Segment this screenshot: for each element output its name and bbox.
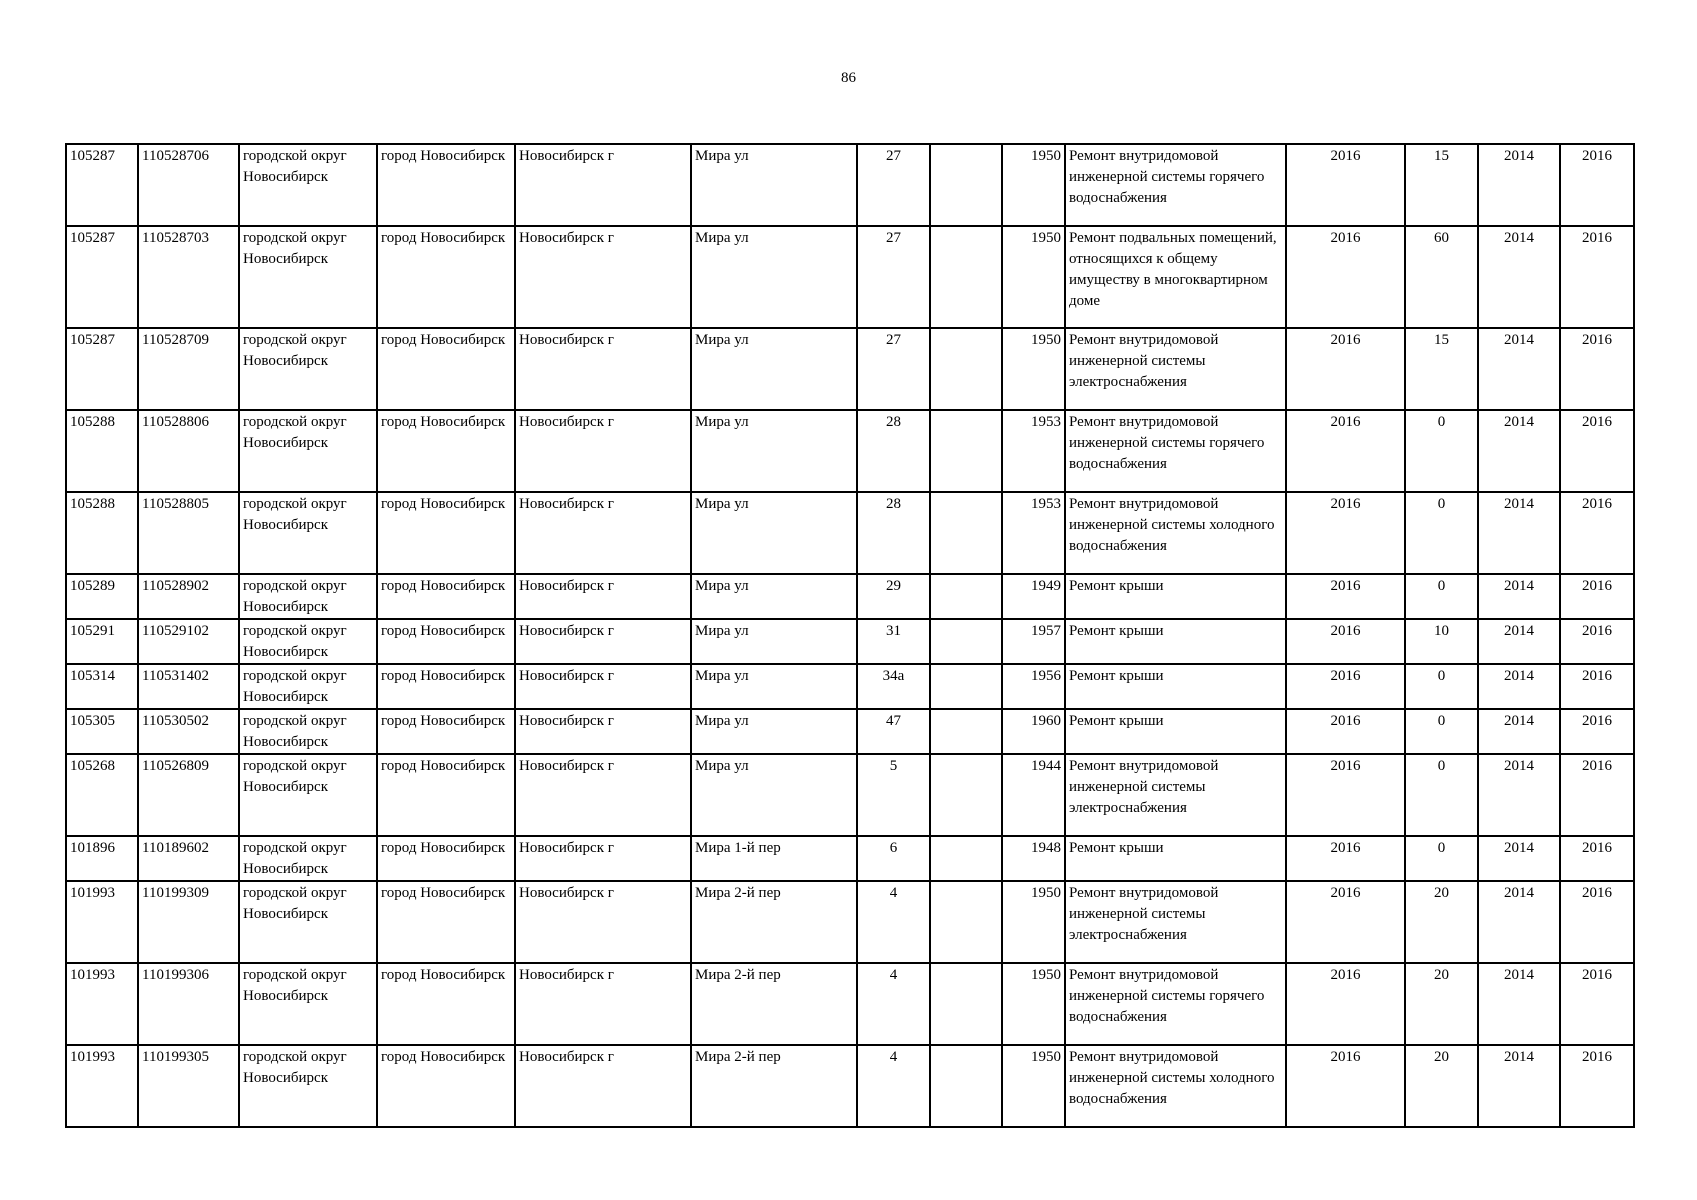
cell-city: Новосибирск г (515, 328, 691, 410)
cell-year-built: 1950 (1002, 328, 1065, 410)
cell-settlement: город Новосибирск (377, 492, 515, 574)
cell-district: городской округ Новосибирск (239, 709, 377, 754)
cell-work-type: Ремонт внутридомовой инженерной системы горячего водоснабжения (1065, 410, 1286, 492)
cell-house-id: 105287 (66, 226, 138, 328)
cell-work-code: 110531402 (138, 664, 239, 709)
cell-building (930, 574, 1002, 619)
cell-city: Новосибирск г (515, 709, 691, 754)
cell-city: Новосибирск г (515, 492, 691, 574)
table-row (66, 1045, 1634, 1127)
cell-year-to: 2016 (1560, 1045, 1634, 1127)
cell-year-from: 2014 (1478, 963, 1560, 1045)
cell-year-built: 1953 (1002, 410, 1065, 492)
cell-work-code: 110530502 (138, 709, 239, 754)
cell-work-code: 110199309 (138, 881, 239, 963)
cell-work-type: Ремонт внутридомовой инженерной системы горячего водоснабжения (1065, 144, 1286, 226)
cell-work-code: 110529102 (138, 619, 239, 664)
cell-settlement: город Новосибирск (377, 574, 515, 619)
cell-work-code: 110528805 (138, 492, 239, 574)
cell-year-to: 2016 (1560, 226, 1634, 328)
cell-work-type: Ремонт подвальных помещений, относящихся к общему имуществу в многоквартирном доме (1065, 226, 1286, 328)
cell-city: Новосибирск г (515, 574, 691, 619)
cell-percent: 0 (1405, 492, 1478, 574)
cell-house-id: 105289 (66, 574, 138, 619)
cell-street: Мира ул (691, 492, 857, 574)
cell-percent: 0 (1405, 754, 1478, 836)
cell-year-built: 1953 (1002, 492, 1065, 574)
cell-work-code: 110528806 (138, 410, 239, 492)
cell-year-to: 2016 (1560, 619, 1634, 664)
cell-percent: 60 (1405, 226, 1478, 328)
cell-district: городской округ Новосибирск (239, 963, 377, 1045)
cell-percent: 20 (1405, 881, 1478, 963)
cell-percent: 0 (1405, 836, 1478, 881)
cell-settlement: город Новосибирск (377, 754, 515, 836)
cell-district: городской округ Новосибирск (239, 754, 377, 836)
cell-year-built: 1960 (1002, 709, 1065, 754)
cell-work-type: Ремонт крыши (1065, 619, 1286, 664)
cell-percent: 20 (1405, 963, 1478, 1045)
cell-house-id: 101993 (66, 881, 138, 963)
cell-street: Мира ул (691, 709, 857, 754)
cell-settlement: город Новосибирск (377, 709, 515, 754)
cell-year-to: 2016 (1560, 664, 1634, 709)
cell-work-code: 110199306 (138, 963, 239, 1045)
cell-district: городской округ Новосибирск (239, 574, 377, 619)
cell-city: Новосибирск г (515, 226, 691, 328)
cell-district: городской округ Новосибирск (239, 492, 377, 574)
cell-building (930, 410, 1002, 492)
table-row (66, 144, 1634, 226)
cell-street: Мира ул (691, 328, 857, 410)
cell-year-built: 1956 (1002, 664, 1065, 709)
cell-city: Новосибирск г (515, 619, 691, 664)
cell-building (930, 709, 1002, 754)
cell-work-type: Ремонт внутридомовой инженерной системы электроснабжения (1065, 328, 1286, 410)
table-row (66, 836, 1634, 881)
cell-house-id: 101993 (66, 1045, 138, 1127)
cell-settlement: город Новосибирск (377, 664, 515, 709)
cell-work-type: Ремонт внутридомовой инженерной системы электроснабжения (1065, 754, 1286, 836)
cell-year-plan: 2016 (1286, 328, 1405, 410)
cell-year-to: 2016 (1560, 492, 1634, 574)
table-row (66, 574, 1634, 619)
cell-settlement: город Новосибирск (377, 619, 515, 664)
cell-year-from: 2014 (1478, 328, 1560, 410)
cell-year-from: 2014 (1478, 492, 1560, 574)
cell-percent: 0 (1405, 410, 1478, 492)
cell-percent: 0 (1405, 574, 1478, 619)
cell-percent: 10 (1405, 619, 1478, 664)
cell-building (930, 836, 1002, 881)
cell-year-from: 2014 (1478, 664, 1560, 709)
cell-year-plan: 2016 (1286, 709, 1405, 754)
cell-settlement: город Новосибирск (377, 1045, 515, 1127)
cell-year-to: 2016 (1560, 881, 1634, 963)
table-row (66, 664, 1634, 709)
cell-house-number: 27 (857, 144, 930, 226)
cell-year-plan: 2016 (1286, 574, 1405, 619)
cell-street: Мира 2-й пер (691, 1045, 857, 1127)
cell-year-plan: 2016 (1286, 492, 1405, 574)
cell-house-number: 27 (857, 328, 930, 410)
cell-building (930, 754, 1002, 836)
cell-percent: 20 (1405, 1045, 1478, 1127)
cell-percent: 15 (1405, 144, 1478, 226)
cell-year-plan: 2016 (1286, 836, 1405, 881)
cell-settlement: город Новосибирск (377, 410, 515, 492)
cell-year-plan: 2016 (1286, 881, 1405, 963)
cell-building (930, 664, 1002, 709)
cell-district: городской округ Новосибирск (239, 619, 377, 664)
cell-settlement: город Новосибирск (377, 226, 515, 328)
cell-year-plan: 2016 (1286, 963, 1405, 1045)
cell-work-code: 110199305 (138, 1045, 239, 1127)
cell-building (930, 963, 1002, 1045)
cell-street: Мира 1-й пер (691, 836, 857, 881)
table-row (66, 410, 1634, 492)
cell-district: городской округ Новосибирск (239, 328, 377, 410)
cell-year-to: 2016 (1560, 410, 1634, 492)
cell-year-to: 2016 (1560, 963, 1634, 1045)
table-row (66, 619, 1634, 664)
cell-year-built: 1957 (1002, 619, 1065, 664)
cell-street: Мира 2-й пер (691, 963, 857, 1045)
cell-district: городской округ Новосибирск (239, 144, 377, 226)
cell-year-from: 2014 (1478, 836, 1560, 881)
cell-street: Мира ул (691, 754, 857, 836)
cell-house-id: 101993 (66, 963, 138, 1045)
cell-city: Новосибирск г (515, 1045, 691, 1127)
cell-house-number: 31 (857, 619, 930, 664)
cell-house-id: 101896 (66, 836, 138, 881)
cell-house-number: 28 (857, 410, 930, 492)
cell-house-number: 4 (857, 881, 930, 963)
cell-year-plan: 2016 (1286, 664, 1405, 709)
table-row (66, 754, 1634, 836)
cell-building (930, 226, 1002, 328)
cell-house-number: 27 (857, 226, 930, 328)
cell-year-from: 2014 (1478, 754, 1560, 836)
cell-house-number: 5 (857, 754, 930, 836)
cell-settlement: город Новосибирск (377, 881, 515, 963)
cell-year-plan: 2016 (1286, 226, 1405, 328)
cell-city: Новосибирск г (515, 881, 691, 963)
cell-work-code: 110526809 (138, 754, 239, 836)
cell-street: Мира ул (691, 574, 857, 619)
page-number: 86 (841, 70, 856, 86)
cell-percent: 0 (1405, 664, 1478, 709)
cell-district: городской округ Новосибирск (239, 664, 377, 709)
capital-repair-table (65, 143, 1635, 1128)
cell-district: городской округ Новосибирск (239, 836, 377, 881)
table-row (66, 492, 1634, 574)
cell-work-code: 110528902 (138, 574, 239, 619)
cell-street: Мира ул (691, 619, 857, 664)
cell-work-type: Ремонт внутридомовой инженерной системы холодного водоснабжения (1065, 1045, 1286, 1127)
cell-house-number: 29 (857, 574, 930, 619)
cell-year-from: 2014 (1478, 709, 1560, 754)
cell-house-id: 105287 (66, 328, 138, 410)
cell-work-type: Ремонт внутридомовой инженерной системы холодного водоснабжения (1065, 492, 1286, 574)
cell-year-to: 2016 (1560, 328, 1634, 410)
cell-year-built: 1950 (1002, 226, 1065, 328)
cell-year-from: 2014 (1478, 144, 1560, 226)
cell-year-from: 2014 (1478, 619, 1560, 664)
cell-city: Новосибирск г (515, 836, 691, 881)
cell-street: Мира ул (691, 144, 857, 226)
cell-building (930, 1045, 1002, 1127)
cell-year-built: 1944 (1002, 754, 1065, 836)
cell-work-code: 110528709 (138, 328, 239, 410)
cell-city: Новосибирск г (515, 963, 691, 1045)
cell-year-from: 2014 (1478, 410, 1560, 492)
cell-district: городской округ Новосибирск (239, 226, 377, 328)
cell-city: Новосибирск г (515, 410, 691, 492)
cell-house-id: 105268 (66, 754, 138, 836)
cell-work-type: Ремонт крыши (1065, 836, 1286, 881)
cell-street: Мира ул (691, 410, 857, 492)
cell-district: городской округ Новосибирск (239, 881, 377, 963)
cell-settlement: город Новосибирск (377, 144, 515, 226)
cell-house-number: 34а (857, 664, 930, 709)
cell-house-id: 105287 (66, 144, 138, 226)
cell-work-type: Ремонт внутридомовой инженерной системы электроснабжения (1065, 881, 1286, 963)
cell-year-plan: 2016 (1286, 754, 1405, 836)
cell-house-number: 47 (857, 709, 930, 754)
cell-city: Новосибирск г (515, 664, 691, 709)
cell-house-id: 105305 (66, 709, 138, 754)
cell-settlement: город Новосибирск (377, 328, 515, 410)
cell-city: Новосибирск г (515, 754, 691, 836)
cell-settlement: город Новосибирск (377, 836, 515, 881)
cell-year-built: 1950 (1002, 144, 1065, 226)
cell-house-number: 4 (857, 1045, 930, 1127)
cell-work-type: Ремонт крыши (1065, 574, 1286, 619)
cell-district: городской округ Новосибирск (239, 1045, 377, 1127)
cell-year-plan: 2016 (1286, 410, 1405, 492)
cell-house-number: 4 (857, 963, 930, 1045)
cell-settlement: город Новосибирск (377, 963, 515, 1045)
cell-year-to: 2016 (1560, 144, 1634, 226)
cell-year-from: 2014 (1478, 574, 1560, 619)
cell-building (930, 492, 1002, 574)
cell-year-from: 2014 (1478, 1045, 1560, 1127)
cell-work-code: 110528703 (138, 226, 239, 328)
cell-building (930, 881, 1002, 963)
cell-work-code: 110528706 (138, 144, 239, 226)
cell-work-type: Ремонт крыши (1065, 664, 1286, 709)
cell-street: Мира ул (691, 226, 857, 328)
cell-year-from: 2014 (1478, 881, 1560, 963)
table-row (66, 963, 1634, 1045)
cell-building (930, 144, 1002, 226)
cell-percent: 0 (1405, 709, 1478, 754)
table-row (66, 709, 1634, 754)
cell-work-type: Ремонт крыши (1065, 709, 1286, 754)
cell-city: Новосибирск г (515, 144, 691, 226)
cell-street: Мира 2-й пер (691, 881, 857, 963)
cell-street: Мира ул (691, 664, 857, 709)
cell-house-id: 105291 (66, 619, 138, 664)
cell-house-id: 105314 (66, 664, 138, 709)
cell-year-plan: 2016 (1286, 144, 1405, 226)
cell-year-to: 2016 (1560, 574, 1634, 619)
cell-year-built: 1949 (1002, 574, 1065, 619)
cell-house-number: 6 (857, 836, 930, 881)
cell-year-plan: 2016 (1286, 619, 1405, 664)
cell-year-built: 1950 (1002, 963, 1065, 1045)
cell-year-from: 2014 (1478, 226, 1560, 328)
cell-work-code: 110189602 (138, 836, 239, 881)
cell-house-number: 28 (857, 492, 930, 574)
cell-year-built: 1948 (1002, 836, 1065, 881)
cell-work-type: Ремонт внутридомовой инженерной системы горячего водоснабжения (1065, 963, 1286, 1045)
cell-house-id: 105288 (66, 492, 138, 574)
cell-year-to: 2016 (1560, 754, 1634, 836)
table-row (66, 881, 1634, 963)
cell-district: городской округ Новосибирск (239, 410, 377, 492)
cell-year-built: 1950 (1002, 1045, 1065, 1127)
cell-building (930, 328, 1002, 410)
cell-year-built: 1950 (1002, 881, 1065, 963)
table-row (66, 328, 1634, 410)
cell-percent: 15 (1405, 328, 1478, 410)
cell-year-to: 2016 (1560, 709, 1634, 754)
cell-year-plan: 2016 (1286, 1045, 1405, 1127)
cell-house-id: 105288 (66, 410, 138, 492)
table-row (66, 226, 1634, 328)
cell-year-to: 2016 (1560, 836, 1634, 881)
cell-building (930, 619, 1002, 664)
